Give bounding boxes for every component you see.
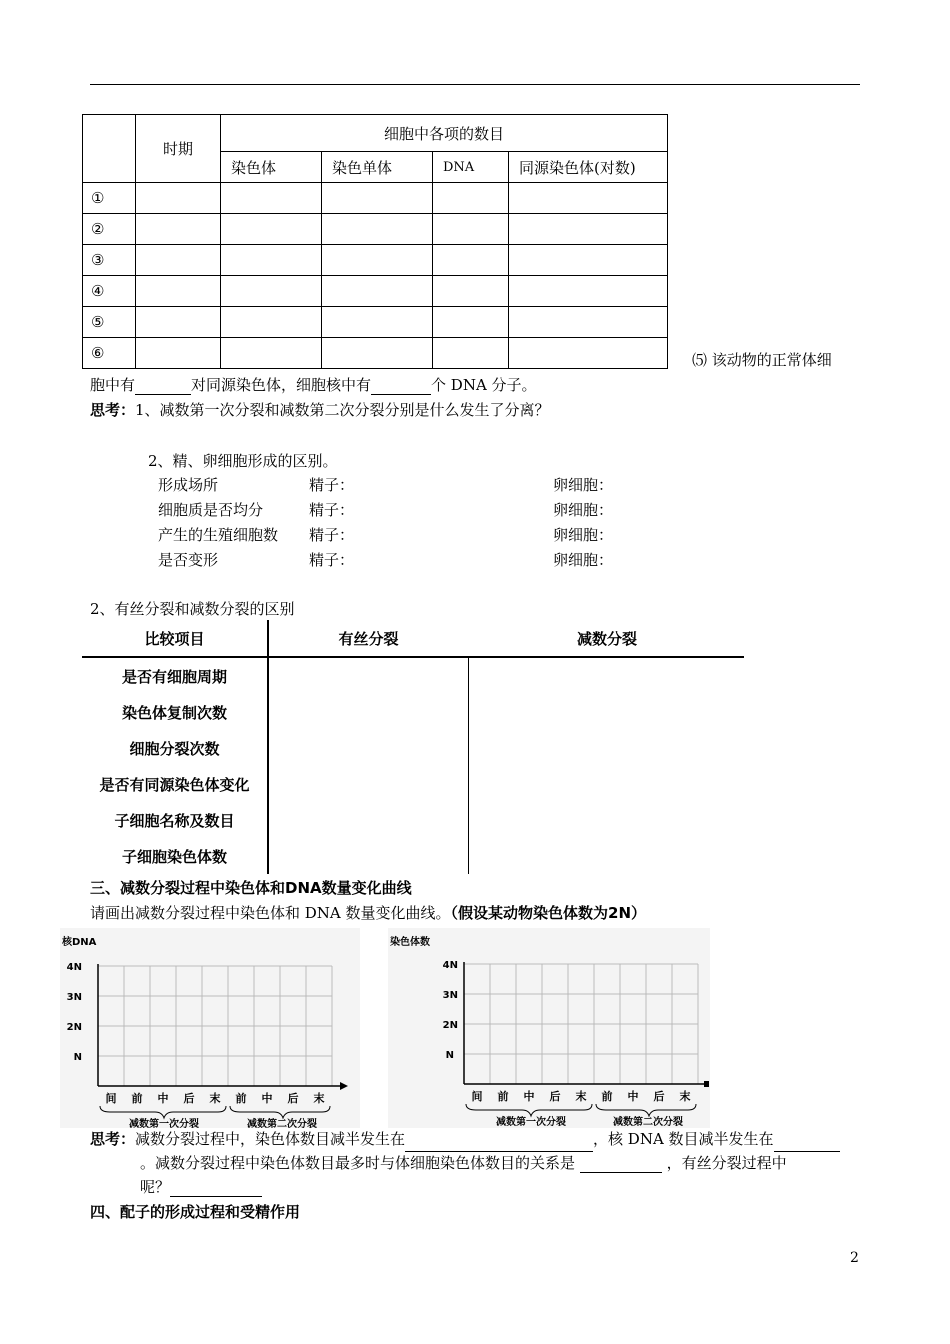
phase-label: 中 (627, 1090, 639, 1103)
phase-label: 后 (183, 1092, 195, 1105)
dna-chart (60, 928, 360, 1128)
brace-label: 减数第二次分裂 (247, 1119, 317, 1128)
phase-label: 前 (131, 1092, 143, 1105)
phase-label: 间 (471, 1090, 483, 1103)
y-tick: N (445, 1050, 454, 1061)
row-label: ① (83, 183, 136, 214)
arrow-icon (340, 1082, 348, 1090)
phase-label: 末 (313, 1092, 325, 1105)
q5-line1: ⑸ 该动物的正常体细 (692, 351, 832, 369)
phase-label: 前 (497, 1090, 509, 1103)
think-2-line3: 呢？ (140, 1176, 262, 1197)
compare-row: 子细胞染色体数 (121, 848, 227, 866)
col-header: 染色体 (221, 152, 322, 183)
brace-label: 减数第二次分裂 (613, 1117, 683, 1128)
phase-label: 末 (679, 1090, 691, 1103)
think-2: 思考：减数分裂过程中，染色体数目减半发生在 ，核 DNA 数目减半发生在 (90, 1126, 860, 1152)
egg-label: 卵细胞： (553, 501, 614, 519)
page-number: 2 (850, 1250, 859, 1266)
compare-row: 染色体复制次数 (121, 704, 227, 722)
sperm-label: 精子： (309, 476, 355, 494)
brace-meiosis-1 (100, 1106, 226, 1118)
axis-end-icon (704, 1081, 709, 1087)
y-tick: N (73, 1052, 82, 1063)
axis-label: 染色体数 (390, 937, 430, 948)
table-rule (468, 656, 469, 874)
sperm-label: 精子： (309, 526, 355, 544)
brace-meiosis-1 (466, 1104, 592, 1116)
cell-count-table (82, 114, 668, 369)
y-tick: 4N (442, 960, 458, 971)
phase-label: 间 (105, 1092, 117, 1105)
section3-instruction: 请画出减数分裂过程中染色体和 DNA 数量变化曲线。（假设某动物染色体数为2N） (90, 904, 647, 922)
table-rule (267, 620, 269, 874)
y-tick: 2N (442, 1020, 458, 1031)
compare-row: 细胞分裂次数 (129, 740, 220, 758)
egg-label: 卵细胞： (553, 476, 614, 494)
row-label: ⑤ (83, 307, 136, 338)
egg-label: 卵细胞： (553, 551, 614, 569)
section4-title: 四、配子的形成过程和受精作用 (90, 1203, 301, 1221)
sperm-egg-item: 是否变形 (158, 551, 219, 569)
phase-label: 后 (549, 1090, 561, 1103)
sperm-label: 精子： (309, 501, 355, 519)
row-label: ④ (83, 276, 136, 307)
header-rule (90, 84, 860, 85)
compare-header: 有丝分裂 (338, 630, 399, 648)
answer-blank[interactable] (371, 394, 431, 395)
col-header: 染色单体 (322, 152, 433, 183)
table-rule (82, 656, 744, 658)
answer-blank[interactable] (135, 394, 191, 395)
think-1: 思考：1、减数第一次分裂和减数第二次分裂分别是什么发生了分离？ (90, 401, 550, 419)
table-row (83, 183, 668, 214)
sperm-egg-item: 产生的生殖细胞数 (158, 526, 279, 544)
phase-label: 前 (235, 1092, 247, 1105)
brace-label: 减数第一次分裂 (496, 1117, 566, 1128)
sperm-egg-item: 细胞质是否均分 (158, 501, 264, 519)
group-header: 细胞中各项的数目 (221, 115, 668, 152)
compare-row: 是否有细胞周期 (121, 668, 227, 686)
sperm-label: 精子： (309, 551, 355, 569)
compare-row: 子细胞名称及数目 (114, 812, 235, 830)
phase-label: 末 (575, 1090, 587, 1103)
chromosome-chart (388, 928, 710, 1128)
compare-header: 比较项目 (144, 630, 205, 648)
y-tick: 4N (66, 962, 82, 973)
sperm-egg-item: 形成场所 (158, 476, 219, 494)
col-header: 同源染色体(对数) (509, 152, 668, 183)
phase-label: 前 (601, 1090, 613, 1103)
section3-title: 三、减数分裂过程中染色体和DNA数量变化曲线 (90, 879, 412, 897)
phase-label: 中 (523, 1090, 535, 1103)
y-tick: 3N (442, 990, 458, 1001)
col-header: DNA (433, 152, 509, 183)
phase-label: 后 (653, 1090, 665, 1103)
table-row (83, 276, 668, 307)
corner-cell (83, 115, 136, 183)
q5-line2: 胞中有 对同源染色体，细胞核中有 个 DNA 分子。 (90, 376, 537, 394)
comparison-table (82, 620, 744, 874)
phase-label: 中 (157, 1092, 169, 1105)
axis-label: 核DNA (62, 937, 97, 948)
row-label: ③ (83, 245, 136, 276)
phase-label: 中 (261, 1092, 273, 1105)
table-row (83, 307, 668, 338)
brace-meiosis-2 (230, 1106, 330, 1118)
phase-label: 末 (209, 1092, 221, 1105)
compare-row: 是否有同源染色体变化 (99, 776, 250, 794)
row-label: ② (83, 214, 136, 245)
think-2-line2: 。减数分裂过程中染色体数目最多时与体细胞染色体数目的关系是 ，有丝分裂过程中 (140, 1154, 787, 1172)
phase-label: 后 (287, 1092, 299, 1105)
table-row (83, 245, 668, 276)
answer-blank[interactable] (170, 1196, 262, 1197)
compare-title: 2、有丝分裂和减数分裂的区别 (90, 600, 295, 618)
table-row (83, 214, 668, 245)
brace-label: 减数第一次分裂 (129, 1119, 199, 1128)
period-header: 时期 (136, 115, 221, 183)
y-tick: 2N (66, 1022, 82, 1033)
row-label: ⑥ (83, 338, 136, 369)
answer-blank[interactable] (580, 1172, 662, 1173)
brace-meiosis-2 (596, 1104, 696, 1116)
egg-label: 卵细胞： (553, 526, 614, 544)
section2-title: 2、精、卵细胞形成的区别。 (148, 452, 338, 470)
compare-header: 减数分裂 (576, 630, 637, 648)
y-tick: 3N (66, 992, 82, 1003)
table-row (83, 338, 668, 369)
